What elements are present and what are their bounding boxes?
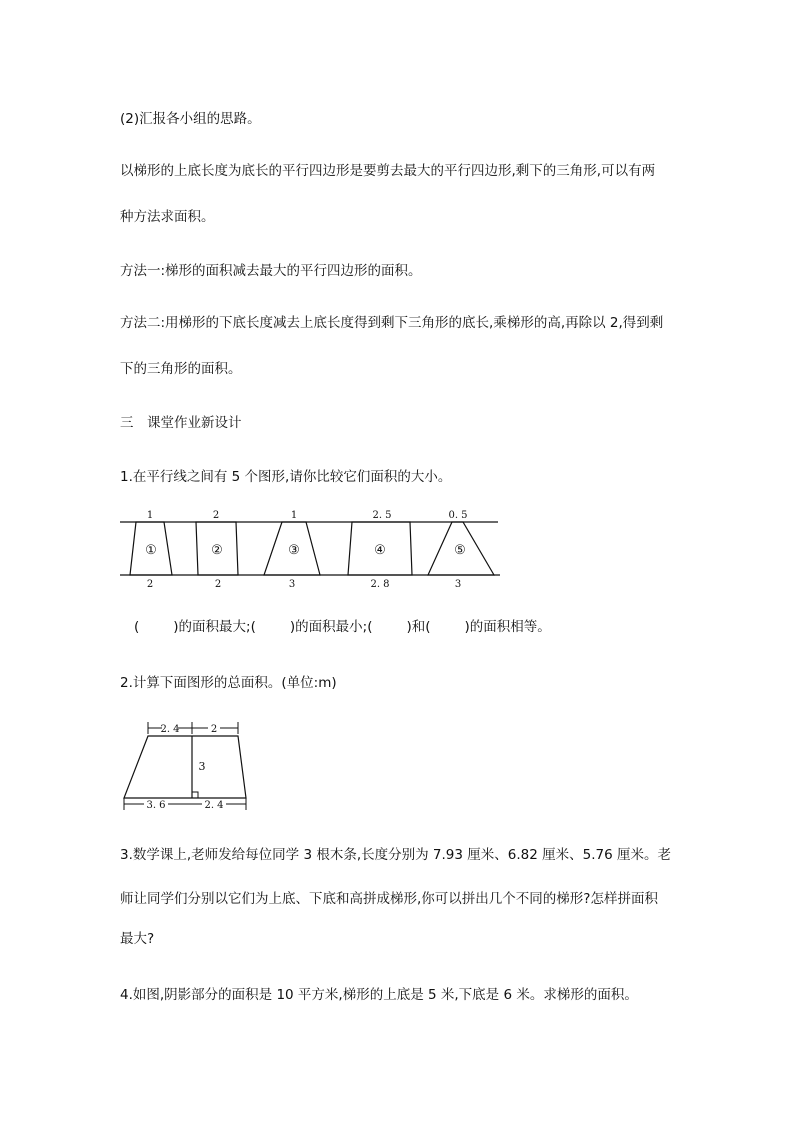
question-2: 2.计算下面图形的总面积。(单位:m) [120, 675, 337, 691]
paragraph-report: (2)汇报各小组的思路。 [120, 111, 261, 127]
paragraph-method-one: 方法一:梯形的面积减去最大的平行四边形的面积。 [120, 263, 422, 279]
paragraph-method-two-2: 下的三角形的面积。 [120, 361, 242, 377]
paragraph-method-intro-2: 种方法求面积。 [120, 209, 215, 225]
paragraph-method-two-1: 方法二:用梯形的下底长度减去上底长度得到剩下三角形的底长,乘梯形的高,再除以 2,得到剩 [120, 315, 664, 331]
question-1-blanks [120, 618, 551, 636]
shape-4-bottom: 2. 8 [370, 579, 390, 590]
paragraph-method-intro-1: 以梯形的上底长度为底长的平行四边形是要剪去最大的平行四边形,剩下的三角形,可以有两 [120, 163, 656, 179]
dim-height: 3 [198, 760, 206, 773]
shape-5-label: ⑤ [454, 543, 466, 558]
section-heading: 三 课堂作业新设计 [120, 415, 242, 431]
question-3-line-3: 最大? [120, 931, 155, 947]
right-angle-mark [192, 792, 198, 798]
dim-bottom-right: 2. 4 [204, 800, 224, 811]
trapezoid-outline [124, 736, 246, 798]
dim-bottom-left: 3. 6 [146, 800, 166, 811]
dim-top-right: 2 [210, 724, 218, 735]
blank-text-equal: )的面积相等。 [464, 619, 551, 635]
shape-3-top: 1 [290, 510, 298, 521]
figure-parallel-shapes [118, 508, 518, 588]
question-3-line-1: 3.数学课上,老师发给每位同学 3 根木条,长度分别为 7.93 厘米、6.82 厘米、5.76 厘米。老 [120, 847, 671, 863]
shape-2-top: 2 [212, 510, 220, 521]
question-3-line-2: 师让同学们分别以它们为上底、下底和高拼成梯形,你可以拼出几个不同的梯形?怎样拼面积 [120, 891, 658, 907]
shape-2-label: ② [211, 543, 223, 558]
shape-1-top: 1 [146, 510, 154, 521]
shape-3-label: ③ [288, 543, 300, 558]
shape-5-bottom: 3 [454, 579, 462, 590]
shape-4-label: ④ [374, 543, 386, 558]
question-4: 4.如图,阴影部分的面积是 10 平方米,梯形的上底是 5 米,下底是 6 米。求梯形的面积。 [120, 987, 638, 1003]
blank-text-smallest: )的面积最小;( [289, 619, 373, 635]
shape-5-top: 0. 5 [448, 510, 468, 521]
blank-text-and: )和( [406, 619, 431, 635]
shape-4-top: 2. 5 [372, 510, 392, 521]
shape-2-bottom: 2 [214, 579, 222, 590]
shape-1-label: ① [145, 543, 157, 558]
question-1: 1.在平行线之间有 5 个图形,请你比较它们面积的大小。 [120, 469, 452, 485]
figure-trapezoid [118, 718, 278, 818]
blank-open-1: ( [134, 619, 140, 635]
shape-3-bottom: 3 [288, 579, 296, 590]
blank-text-largest: )的面积最大;( [173, 619, 256, 635]
dim-top-left: 2. 4 [160, 724, 180, 735]
shape-1-bottom: 2 [146, 579, 154, 590]
